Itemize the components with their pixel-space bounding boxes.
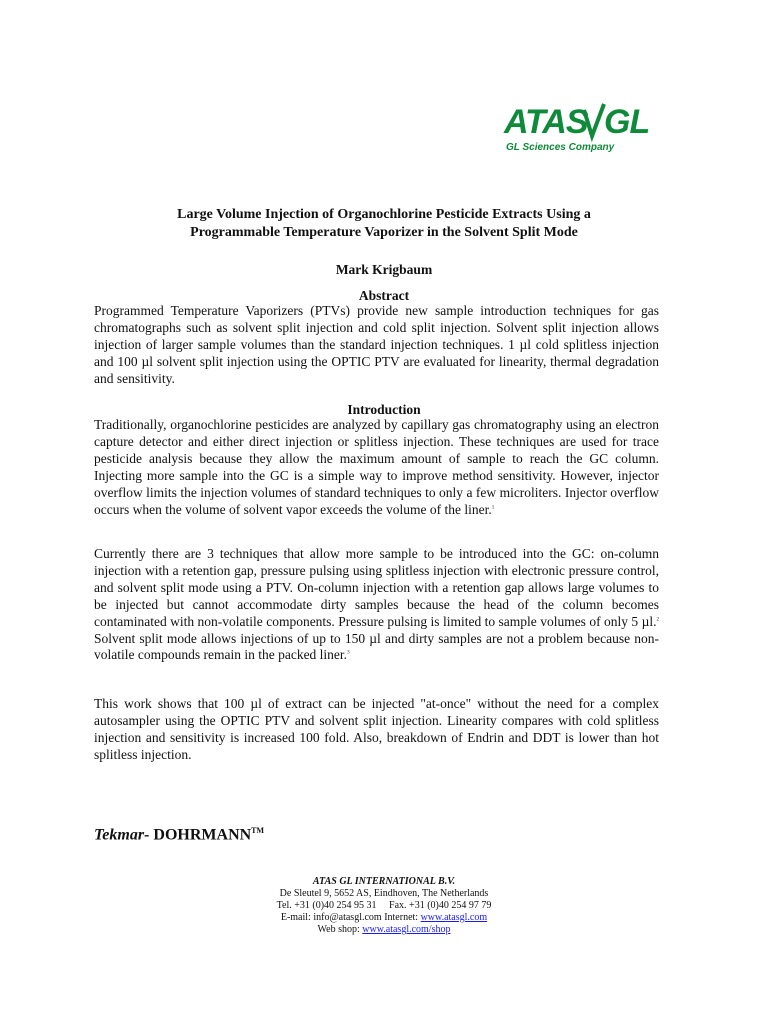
abstract-heading: Abstract	[358, 288, 410, 303]
author: Mark Krigbaum	[335, 262, 433, 277]
intro-paragraph-2	[94, 546, 659, 664]
footer	[0, 876, 768, 936]
logo-brand: ATAS	[504, 103, 588, 141]
tekmar-name: DOHRMANN	[149, 826, 252, 844]
ref-1: 1	[491, 505, 495, 511]
title-line-1: Large Volume Injection of Organochlorine Pesticide Extracts Using a	[177, 207, 591, 222]
website-link[interactable]: www.atasgl.com	[420, 912, 488, 923]
tekmar-italic: Tekmar-	[94, 826, 150, 844]
footer-address: De Sleutel 9, 5652 AS, Eindhoven, The Netherlands	[279, 888, 489, 899]
intro-paragraph-1	[94, 417, 659, 518]
ref-3: 3	[347, 650, 350, 656]
paper-title	[0, 206, 768, 242]
abstract-text: Programmed Temperature Vaporizers (PTVs) provide new sample introduction techniques for gas chromatographs such as solvent split injection and cold split injection. Solvent split injection allows injection of larger sample volumes than the standard injection techniques. 1 µl cold splitless injection and 100 µl solvent split injection using the OPTIC PTV are evaluated for linearity, thermal degradation and sensitivity.	[94, 303, 659, 386]
logo-subtitle: GL Sciences Company	[506, 142, 615, 153]
footer-shop-line	[0, 924, 768, 936]
footer-email: E-mail: info@atasgl.com Internet:	[280, 912, 421, 923]
atas-gl-logo	[500, 100, 665, 155]
intro-paragraph-3: This work shows that 100 µl of extract can be injected "at-once" without the need for a complex autosampler using the OPTIC PTV and solvent split injection. Linearity compares with cold splitless injection and sensitivity is increased 100 fold. Also, breakdown of Endrin and DDT is lower than hot splitless injection.	[94, 696, 659, 762]
footer-phone: Tel. +31 (0)40 254 95 31 Fax. +31 (0)40 254 97 79	[276, 900, 492, 911]
intro-p1-text: Traditionally, organochlorine pesticides are analyzed by capillary gas chromatography using an electron capture detector and either direct injection or splitless injection. These techniques are used for trace pesticide analysis because they allow the maximum amount of sample to reach the GC column. Injecting more sample into the GC is a simple way to improve method sensitivity. However, injector overflow limits the injection volumes of standard techniques to only a few microliters. Injector overflow occurs when the volume of solvent vapor exceeds the volume of the liner.	[94, 417, 659, 517]
footer-shop-prefix: Web shop:	[317, 924, 363, 935]
logo-brand2: GL	[604, 103, 650, 141]
trademark: TM	[251, 826, 265, 835]
introduction-heading: Introduction	[347, 402, 421, 417]
footer-company: ATAS GL INTERNATIONAL B.V.	[312, 876, 456, 887]
title-line-2: Programmable Temperature Vaporizer in the Solvent Split Mode	[190, 225, 578, 240]
webshop-link[interactable]: www.atasgl.com/shop	[362, 924, 451, 935]
intro-p2b-text: Solvent split mode allows injections of up to 150 µl and dirty samples are not a problem because non-volatile compounds remain in the packed liner.	[94, 630, 659, 663]
tekmar-dohrmann-logo	[94, 826, 264, 844]
ref-2: 2	[656, 617, 659, 623]
intro-p2a-text: Currently there are 3 techniques that allow more sample to be introduced into the GC: on-column injection with a retention gap, pressure pulsing using splitless injection with electronic pressure control, and solvent split mode using a PTV. On-column injection with a retention gap allows large volumes to be injected but cannot accommodate dirty samples because the head of the column becomes contaminated with non-volatile components. Pressure pulsing is limited to sample volumes of only 5 µl.	[94, 546, 659, 629]
footer-email-line	[0, 912, 768, 924]
